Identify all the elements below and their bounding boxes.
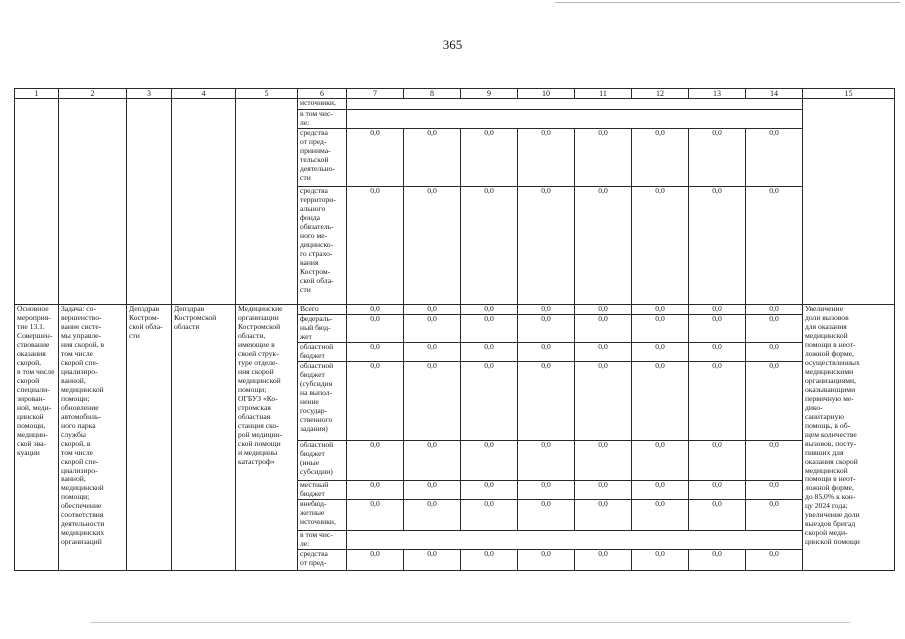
column-number: 6 [298,89,347,99]
funding-source-cell: средства от пред- [298,549,347,570]
header-row [15,89,895,99]
funding-source-cell: областной бюджет (субсидия на выпол- нение государ- ственного задания) [298,362,347,441]
value-cell: 0,0 [746,343,803,362]
value-cell: 0,0 [746,549,803,570]
value-cell: 0,0 [461,362,518,441]
value-cell: 0,0 [518,481,575,500]
value-cell: 0,0 [404,315,461,343]
value-cell: 0,0 [404,305,461,315]
column-number: 7 [347,89,404,99]
value-cell: 0,0 [575,315,632,343]
empty-cell [59,99,127,305]
empty-cell [15,99,59,305]
value-cell: 0,0 [632,549,689,570]
empty-cell [236,99,298,305]
funding-source-cell: Всего [298,305,347,315]
budget-table [14,88,895,571]
table-row [15,305,895,315]
empty-cell [172,99,236,305]
column-number: 10 [518,89,575,99]
value-cell: 0,0 [689,129,746,187]
value-cell: 0,0 [632,129,689,187]
column-number: 2 [59,89,127,99]
value-cell: 0,0 [518,362,575,441]
value-cell: 0,0 [518,129,575,187]
column-number: 8 [404,89,461,99]
value-cell: 0,0 [518,499,575,530]
value-cell: 0,0 [518,305,575,315]
value-cell: 0,0 [575,305,632,315]
value-cell: 0,0 [404,343,461,362]
value-cell: 0,0 [347,499,404,530]
column-number: 15 [803,89,895,99]
value-cell: 0,0 [632,441,689,481]
value-cell: 0,0 [518,187,575,305]
empty-cell [347,99,803,110]
value-cell: 0,0 [689,481,746,500]
value-cell: 0,0 [461,441,518,481]
value-cell: 0,0 [746,305,803,315]
empty-cell [347,530,803,549]
participants-cell: Медицинские организации Костромской области, имеющие в своей струк- туре отделе- ния скорой медицинской помощи; ОГБУЗ «Ко- стромская областная станция ско- рой медицин- ской помощи и медицины катастроф» [236,305,298,571]
value-cell: 0,0 [347,343,404,362]
value-cell: 0,0 [746,499,803,530]
value-cell: 0,0 [404,549,461,570]
value-cell: 0,0 [461,187,518,305]
funding-source-cell: средства территори- ального фонда обязатель- ного ме- дицинско- го страхо- вания Костром- ской обла- сти [298,187,347,305]
funding-source-cell: областной бюджет [298,343,347,362]
value-cell: 0,0 [347,129,404,187]
value-cell: 0,0 [746,481,803,500]
value-cell: 0,0 [404,499,461,530]
value-cell: 0,0 [575,129,632,187]
value-cell: 0,0 [746,362,803,441]
value-cell: 0,0 [575,441,632,481]
value-cell: 0,0 [689,549,746,570]
empty-cell [347,110,803,129]
column-number: 14 [746,89,803,99]
value-cell: 0,0 [461,481,518,500]
value-cell: 0,0 [347,441,404,481]
funding-source-cell: областной бюджет (иные субсидии) [298,441,347,481]
value-cell: 0,0 [404,129,461,187]
activity-name-cell: Основное мероприя- тие 13.1. Совершен- ствование оказания скорой, в том числе скорой специали- зирован- ной, меди- цинской помощи, медицин- ской эва- куации [15,305,59,571]
funding-source-cell: источники, [298,99,347,110]
value-cell: 0,0 [347,362,404,441]
funding-source-cell: в том чис- ле: [298,110,347,129]
footer-rule [90,622,850,623]
value-cell: 0,0 [518,315,575,343]
value-cell: 0,0 [632,305,689,315]
value-cell: 0,0 [689,499,746,530]
funding-source-cell: местный бюджет [298,481,347,500]
value-cell: 0,0 [461,315,518,343]
value-cell: 0,0 [575,499,632,530]
value-cell: 0,0 [746,441,803,481]
column-number: 5 [236,89,298,99]
value-cell: 0,0 [404,187,461,305]
value-cell: 0,0 [347,549,404,570]
value-cell: 0,0 [746,187,803,305]
value-cell: 0,0 [575,362,632,441]
value-cell: 0,0 [575,343,632,362]
value-cell: 0,0 [347,315,404,343]
value-cell: 0,0 [746,129,803,187]
value-cell: 0,0 [575,481,632,500]
value-cell: 0,0 [404,362,461,441]
value-cell: 0,0 [518,549,575,570]
page-number: 365 [442,37,463,52]
value-cell: 0,0 [575,549,632,570]
column-number: 11 [575,89,632,99]
value-cell: 0,0 [689,343,746,362]
empty-cell [803,99,895,305]
column-number: 3 [127,89,172,99]
value-cell: 0,0 [404,481,461,500]
value-cell: 0,0 [632,187,689,305]
funding-source-cell: в том чис- ле: [298,530,347,549]
value-cell: 0,0 [404,441,461,481]
expected-result-cell: Увеличение доли вызовов для оказания медицинской помощи в неот- ложной форме, осуществленных медицинскими организациями, оказывающими первичную ме- дико- санитарную помощь, в об- щем количестве вызовов, посту- пивших для оказания скорой медицинской помощи в неот- ложной форме, до 85,0% к кон- цу 2024 года; увеличение доли выездов бригад скорой меди- цинской помощи [803,305,895,571]
value-cell: 0,0 [461,549,518,570]
column-number: 1 [15,89,59,99]
empty-cell [127,99,172,305]
coexecutor-cell: Депздрав Костромской области [172,305,236,571]
funding-source-cell: внебюд- жетные источники, [298,499,347,530]
value-cell: 0,0 [461,343,518,362]
value-cell: 0,0 [689,441,746,481]
column-number: 9 [461,89,518,99]
value-cell: 0,0 [347,305,404,315]
value-cell: 0,0 [689,362,746,441]
column-number: 4 [172,89,236,99]
value-cell: 0,0 [575,187,632,305]
column-number: 13 [689,89,746,99]
responsible-cell: Депздрав Костром- ской обла- сти [127,305,172,571]
header-rule [555,2,900,3]
funding-source-cell: федераль- ный бюд- жет [298,315,347,343]
value-cell: 0,0 [461,499,518,530]
value-cell: 0,0 [746,315,803,343]
value-cell: 0,0 [632,315,689,343]
funding-source-cell: средства от пред- принима- тельской деятельно- сти [298,129,347,187]
table-row [15,99,895,110]
value-cell: 0,0 [689,187,746,305]
value-cell: 0,0 [632,343,689,362]
value-cell: 0,0 [518,441,575,481]
value-cell: 0,0 [461,305,518,315]
value-cell: 0,0 [518,343,575,362]
value-cell: 0,0 [689,305,746,315]
value-cell: 0,0 [347,481,404,500]
task-cell: Задача: со- вершенство- вание систе- мы управле- ния скорой, в том числе скорой спе- циализиро- ванной, медицинской помощи; обновление автомобиль- ного парка службы скорой, в том числе скорой спе- циализиро- ванной, медицинской помощи; обеспечение соответствия деятельности медицинских организаций [59,305,127,571]
value-cell: 0,0 [632,481,689,500]
value-cell: 0,0 [632,362,689,441]
value-cell: 0,0 [689,315,746,343]
value-cell: 0,0 [347,187,404,305]
value-cell: 0,0 [632,499,689,530]
column-number: 12 [632,89,689,99]
value-cell: 0,0 [461,129,518,187]
